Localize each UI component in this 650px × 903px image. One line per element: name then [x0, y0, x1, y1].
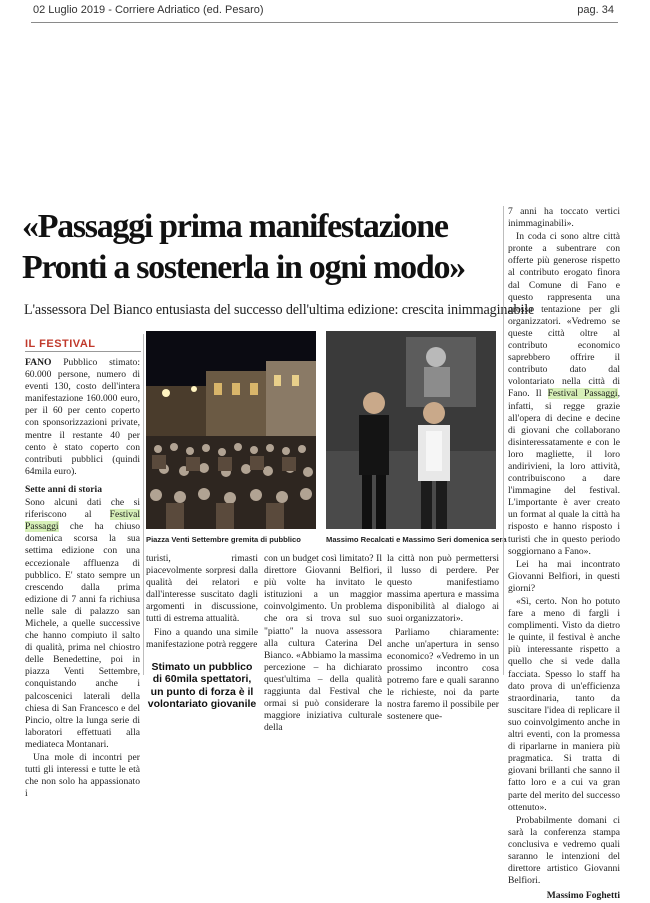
highlighted-term: Festival Passaggi	[547, 388, 618, 400]
body-text: , infatti, si regge grazie all'opera di decine e decine di giovani che collaborano disinteressatamente e con le loro magliette, il loro andirivieni, la loro attività, contribuiscono a dare l'immagine del festival. L'importante è aver creato un format al quale la città ha risposto e hanno risposto i turisti che in questo periodo soggiornano a Fano».	[508, 388, 620, 557]
page-number: pag. 34	[577, 4, 614, 16]
body-paragraph	[508, 231, 620, 558]
photo-piazza-crowd	[146, 331, 316, 529]
column-divider	[503, 206, 504, 675]
body-paragraph: Parliamo chiaramente: anche un'apertura in senso economico? «Vedremo in un prossimo incontro cosa potremo fare e quali saranno le richieste, noi da parte nostra faremo il possibile per sostenere que-	[387, 626, 499, 723]
article-column-2	[146, 553, 258, 712]
publication-date: 02 Luglio 2019 - Corriere Adriatico (ed. Pesaro)	[33, 4, 264, 16]
article-column-5	[508, 206, 620, 903]
article-column-4	[387, 553, 499, 724]
body-paragraph: Probabilmente domani ci sarà la conferenza stampa conclusiva e vedremo quali saranno le intenzioni del direttore artistico Giovanni Belfiori.	[508, 814, 620, 887]
photo-caption-right: Massimo Recalcati e Massimo Seri domenica sera	[326, 535, 507, 544]
subsection-heading: Sette anni di storia	[25, 483, 103, 495]
header-divider	[31, 22, 618, 23]
body-paragraph: «Sì, certo. Non ho potuto fare a meno di fargli i complimenti. Visto da dietro le quinte, il festival è anche più interessante rispetto a quello che si vede dalla facciata. Spesso lo staff ha dato prova di un'efficienza straordinaria, tanto da suscitare l'idea di replicare il suo coinvolgimento anche in altri eventi, con la promessa di riparlarne in maniera più pragmatica. Si tratta di giovani brillanti che sanno il fatto loro e a cui va gran parte del merito del successo ottenuto».	[508, 596, 620, 813]
page-header	[0, 0, 650, 24]
body-text: Sono alcuni dati che si riferiscono al	[25, 497, 140, 521]
body-text: che ha chiuso domenica scorsa la sua settima edizione con una eccezionale affluenza di pubblico. E' stato sempre un crescendo dalla prima edizione di 7 anni fa richiusa nelle sale di palazzo san Michele, a quelle successive che hanno compiuto il salto di qualità, prima nel chiostro delle Benedettine, poi in piazza Venti Settembre, conquistando anche i palcoscenici laterali della chiesa di San Francesco e del Pincio, oltre la lunga serie di laboratori effettuati alla mediateca Montanari.	[25, 521, 140, 750]
section-kicker	[25, 334, 141, 352]
kicker-label: IL FESTIVAL	[25, 338, 96, 350]
highlighted-term: Festival Passaggi	[25, 509, 140, 533]
headline	[22, 206, 502, 288]
body-paragraph: Una mole di incontri per tutti gli interessi e tutte le età che non solo ha appassionato i	[25, 752, 140, 800]
body-paragraph: con un budget così limitato? Il direttore Giovanni Belfiori, più volte ha invitato le istituzioni a un maggior coinvolgimento. Un problema che ora si trova sul suo "piatto" la nuova assessora alla cultura Caterina Del Bianco. «Abbiamo la massima percezione – ha dichiarato quest'ultima – della qualità raggiunta dal Festival che ormai si può considerare la maggiore iniziativa culturale della	[264, 553, 382, 734]
photo-caption-left: Piazza Venti Settembre gremita di pubblico	[146, 535, 301, 544]
article-column-1	[25, 357, 140, 801]
pull-quote: Stimato un pubblico di 60mila spettatori, un punto di forza è il volontariato giovanile	[147, 660, 257, 711]
photo-speakers-illustration	[326, 331, 496, 529]
body-paragraph: Fino a quando una simile manifestazione potrà reggere	[146, 626, 258, 650]
column-divider	[143, 334, 144, 675]
author-signature: Massimo Foghetti	[546, 890, 620, 902]
body-paragraph: turisti, rimasti piacevolmente sorpresi dalla qualità dei relatori e dall'interesse suscitato dagli argomenti in discussione, tutti di estrema attualità.	[146, 553, 258, 625]
article-column-3	[264, 553, 382, 735]
headline-line-1: «Passaggi prima manifestazione	[22, 208, 448, 245]
lead-paragraph	[25, 357, 140, 478]
body-paragraph: 7 anni ha toccato vertici inimmaginabili».	[508, 206, 620, 230]
dateline: FANO	[25, 357, 52, 368]
body-paragraph	[25, 497, 140, 751]
interview-question: Lei ha mai incontrato Giovanni Belfiori, in questi giorni?	[508, 558, 620, 594]
lead-text: Pubblico stimato: 60.000 persone, numero di eventi 130, costo dell'intera manifestazione 160.000 euro, per il 60 per cento coperto con sponsorizzazioni private, mentre il restante 40 per cento è stato coperto con contributi pubblici (quindi 64mila euro).	[25, 357, 140, 477]
body-text: In coda ci sono altre città pronte a subentrare con offerte più generose rispetto al contributo erogato finora dal Comune di Fano e questo rappresenta una grossa tentazione per gli organizzatori. «Vedremo se queste città oltre al contributo economico saprebbero offrire il contributo dato dal volontariato nella città di Fano. Il	[508, 231, 620, 400]
body-paragraph: la città non può permettersi il lusso di perdere. Per questo manifestiamo massima apertura e massima disponibilità al dialogo ai suoi organizzatori».	[387, 553, 499, 625]
photo-piazza-illustration	[146, 331, 316, 529]
subheadline: L'assessora Del Bianco entusiasta del successo dell'ultima edizione: crescita inimmaginabile	[24, 302, 535, 318]
headline-line-2: Pronti a sostenerla in ogni modo»	[22, 249, 465, 286]
photo-speakers-stage	[326, 331, 496, 529]
